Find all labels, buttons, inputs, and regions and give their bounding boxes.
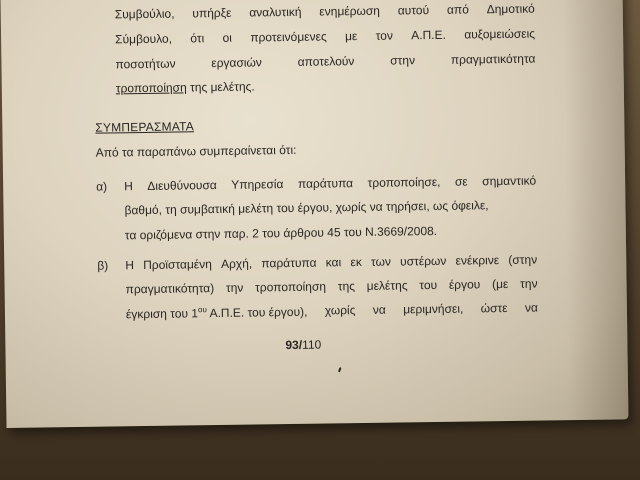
page-total: 110 [302, 337, 322, 352]
page-shadow [562, 0, 629, 420]
item-b-line-1 [125, 254, 537, 272]
item-b-line-1-word-4: και [325, 255, 342, 270]
continuation-line-3-word-0: ποσοτήτων [115, 56, 176, 72]
continuation-line-2 [115, 28, 535, 46]
item-b-line-3-word-0: Α.Π.Ε. του έργου), [206, 304, 308, 321]
item-a-line-1-word-1: Διευθύνουσα [147, 177, 217, 193]
item-b-line-2-word-0: πραγματικότητα) [125, 281, 215, 297]
continuation-line-3 [115, 53, 535, 71]
item-a-line-1-word-3: παράτυπα [297, 176, 354, 191]
continuation-line-2-word-0: Σύμβουλο, [115, 31, 173, 47]
ink-speck [338, 367, 342, 372]
superscript-ordinal: ου [197, 305, 207, 315]
item-b-line-2-word-5: του [419, 277, 438, 293]
item-b-line-2-word-6: έργου [448, 277, 481, 292]
intro-text: Από τα παραπάνω συμπεραίνεται ότι: [95, 142, 297, 160]
item-a-line-1-word-5: σε [454, 174, 468, 189]
item-a-line-1-word-2: Υπηρεσία [231, 177, 284, 192]
continuation-line-2-word-6: Α.Π.Ε. [411, 27, 447, 43]
item-b-line-2-word-3: της [337, 279, 356, 294]
item-a-line-3: τα οριζόμενα στην παρ. 2 του άρθρου 45 του Ν.3669/2008. [124, 223, 438, 243]
item-b-line-1-word-1: Προϊσταμένη [143, 257, 212, 273]
item-a-line-1-word-0: Η [124, 179, 133, 194]
continuation-line-2-word-2: οι [222, 30, 233, 45]
item-b-line-2-word-2: τροποποίηση [255, 279, 327, 295]
continuation-line-4 [116, 80, 255, 94]
item-a-line-1 [124, 175, 536, 193]
continuation-line-1-word-1: υπήρξε [192, 5, 232, 21]
continuation-line-1-word-4: αυτού [397, 3, 430, 18]
item-a-marker: α) [96, 179, 108, 194]
continuation-line-3-word-3: στην [390, 53, 416, 68]
item-b-line-1-word-3: παράτυπα [261, 255, 317, 271]
item-a-line-1-word-4: τροποποίησε, [367, 174, 441, 190]
item-b-line-3 [126, 302, 538, 321]
continuation-line-3-word-4: πραγματικότητα [450, 51, 536, 67]
page-current: 93 [285, 337, 299, 353]
continuation-line-2-word-5: τον [375, 28, 393, 43]
item-b-line-3-word-3: μεριμνήσει, [403, 301, 464, 317]
item-a-line-2: βαθμό, τη συμβατική μελέτη του έργου, χωρίς να τηρήσει, ως όφειλε, [124, 198, 489, 218]
item-b-line-3-word-2: να [372, 302, 386, 317]
item-b-line-2-word-7: (με [491, 276, 509, 292]
continuation-line-1-word-0: Συμβούλιο, [114, 6, 175, 22]
continuation-line-1-word-3: ενημέρωση [319, 3, 381, 19]
item-b-line-2-word-8: την [520, 276, 538, 291]
item-b-line-2 [126, 278, 538, 296]
page-number [285, 339, 321, 351]
underlined-word: τροποποίηση [115, 80, 187, 96]
continuation-line-3-word-2: αποτελούν [297, 54, 355, 69]
item-b-line-3-word-1: χωρίς [324, 303, 356, 318]
continuation-line-2-word-7: αυξομειώσεις [464, 26, 536, 42]
item-b-line-1-word-6: των [370, 254, 392, 269]
item-b-line-1-word-7: υστέρων [400, 253, 447, 269]
item-b-line-1-word-2: Αρχή, [220, 256, 253, 271]
item-b-line-3-word-5: να [524, 300, 539, 315]
item-a-line-1-word-6: σημαντικό [482, 173, 537, 189]
item-b-line-3-start: έγκριση του $1^{o\upsilon}$ Α.Π.Ε. του έργου), [125, 304, 308, 322]
continuation-line-1-word-5: από [446, 2, 469, 17]
continuation-line-2-word-3: προτεινόμενες [250, 29, 327, 45]
item-b-marker: β) [97, 258, 109, 273]
section-heading: ΣΥΜΠΕΡΑΣΜΑΤΑ [95, 119, 195, 135]
item-b-line-1-word-9: (στην [508, 252, 538, 267]
item-b-line-1-word-8: ενέκρινε [455, 253, 500, 268]
continuation-line-2-word-4: με [344, 29, 358, 44]
continuation-line-3-word-1: εργασιών [211, 55, 262, 71]
item-b-line-1-word-5: εκ [350, 254, 362, 270]
item-b-line-2-word-1: την [225, 280, 244, 295]
continuation-line-4-rest: της μελέτης. [186, 79, 255, 95]
continuation-line-1-word-6: Δημοτικό [486, 1, 535, 17]
continuation-line-1-word-2: αναλυτική [249, 4, 302, 20]
item-b-line-3-word-4: ώστε [480, 300, 508, 316]
item-b-line-1-word-0: Η [125, 258, 135, 273]
page-separator: / [298, 337, 303, 352]
continuation-line-1 [115, 3, 535, 21]
item-b-line-2-word-4: μελέτης [366, 278, 408, 293]
continuation-line-2-word-1: ότι [190, 31, 205, 46]
